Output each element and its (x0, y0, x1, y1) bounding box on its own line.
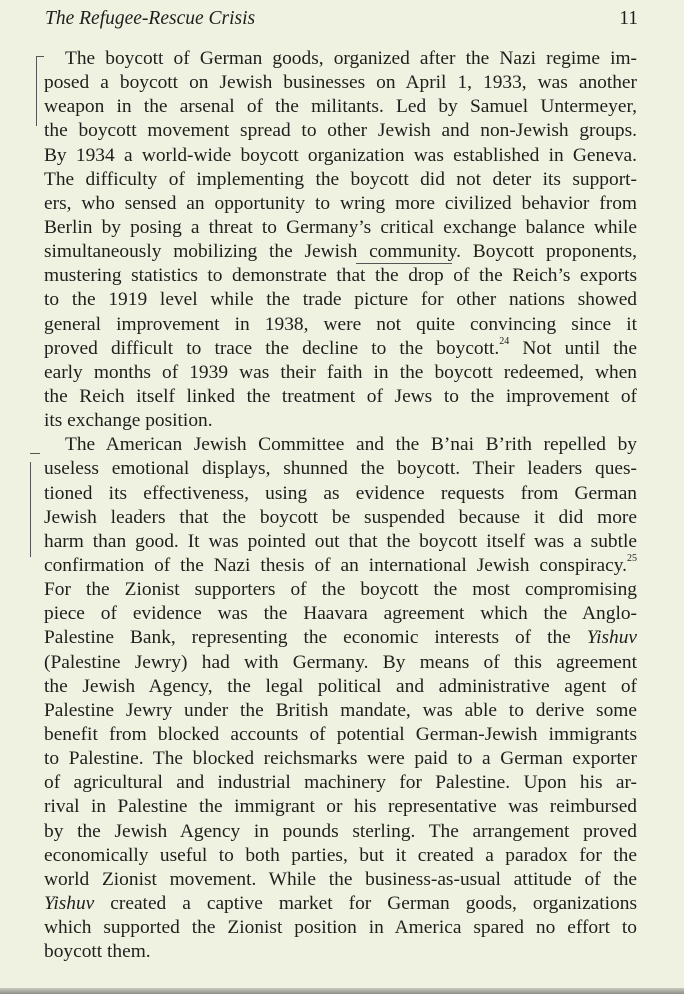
line-text: proved difficult to trace the decline to the boycott. (44, 337, 500, 359)
paragraph-1-line: the Reich itself linked the treatment of Jews to the improvement of (44, 385, 637, 407)
paragraph-2-line: tioned its effectiveness, using as evidence requests from German (44, 482, 637, 504)
paragraph-2-line: Jewish leaders that the boycott be suspended because it did more (44, 506, 637, 528)
paragraph-2-line: economically useful to both parties, but it created a paradox for the (44, 844, 637, 866)
yishuv-term: Yishuv (586, 627, 637, 649)
page-bottom-edge (0, 988, 684, 994)
paragraph-2-line: (Palestine Jewry) had with Germany. By means of this agreement (44, 651, 637, 673)
paragraph-1-line: The difficulty of implementing the boycott did not deter its support- (44, 168, 637, 190)
footnote-marker[interactable]: 24 (499, 336, 510, 348)
pencil-bracket-mark (36, 56, 37, 126)
paragraph-1-line: early months of 1939 was their faith in the boycott redeemed, when (44, 361, 637, 383)
yishuv-term: Yishuv (44, 892, 95, 914)
line-text: created a captive market for German goods, organizations (94, 892, 637, 914)
paragraph-2-line: harm than good. It was pointed out that the boycott itself was a subtle (44, 530, 637, 552)
paragraph-1-line: its exchange position. (44, 410, 213, 432)
paragraph-2-line: boycott them. (44, 941, 151, 963)
paragraph-1-line: general improvement in 1938, were not quite convincing since it (44, 313, 637, 335)
paragraph-2-line (44, 626, 637, 650)
paragraph-2-line: to Palestine. The blocked reichsmarks were paid to a German exporter (44, 748, 637, 770)
paragraph-2-line: The American Jewish Committee and the B’nai B’rith repelled by (65, 434, 637, 456)
paragraph-1-line: mustering statistics to demonstrate that the drop of the Reich’s exports (44, 265, 637, 287)
paragraph-1-line: simultaneously mobilizing the Jewish community. Boycott proponents, (44, 241, 637, 263)
paragraph-2-line: of agricultural and industrial machinery for Palestine. Upon his ar- (44, 772, 637, 794)
body-text (44, 47, 637, 964)
pencil-bracket-mark (30, 462, 31, 557)
paragraph-2-line (44, 892, 637, 916)
paragraph-1-line: weapon in the arsenal of the militants. Led by Samuel Untermeyer, (44, 96, 637, 118)
pencil-bracket-mark (30, 453, 40, 454)
page-number: 11 (619, 8, 638, 29)
paragraph-1-line: By 1934 a world-wide boycott organization was established in Geneva. (44, 144, 637, 166)
footnote-marker[interactable]: 25 (627, 553, 637, 565)
paragraph-2-line: rival in Palestine the immigrant or his representative was reimbursed (44, 796, 637, 818)
paragraph-1-line: ers, who sensed an opportunity to wring more civilized behavior from (44, 192, 637, 214)
paragraph-2-line: useless emotional displays, shunned the boycott. Their leaders ques- (44, 458, 637, 480)
paragraph-2-line: For the Zionist supporters of the boycott the most compromising (44, 579, 637, 601)
line-text: Not until the (509, 337, 637, 359)
paragraph-2-line: piece of evidence was the Haavara agreement which the Anglo- (44, 603, 637, 625)
paragraph-2-line: Palestine Jewry under the British mandate, was able to derive some (44, 699, 637, 721)
pencil-bracket-mark (36, 56, 44, 57)
paragraph-1-line: to the 1919 level while the trade picture for other nations showed (44, 289, 637, 311)
paragraph-2-line: world Zionist movement. While the business-as-usual attitude of the (44, 868, 637, 890)
paragraph-2-line: the Jewish Agency, the legal political and administrative agent of (44, 675, 637, 697)
paragraph-2-line: which supported the Zionist position in America spared no effort to (44, 917, 637, 939)
paragraph-2-line: benefit from blocked accounts of potential German-Jewish immigrants (44, 723, 637, 745)
page-header (45, 8, 638, 34)
line-text: confirmation of the Nazi thesis of an international Jewish conspiracy. (44, 554, 627, 576)
paragraph-1-line: posed a boycott on Jewish businesses on April 1, 1933, was another (44, 72, 637, 94)
paragraph-1-line: the boycott movement spread to other Jewish and non-Jewish groups. (44, 120, 637, 142)
paragraph-2-line (44, 554, 637, 578)
running-title: The Refugee-Rescue Crisis (45, 8, 256, 29)
paragraph-2-line: by the Jewish Agency in pounds sterling. The arrangement proved (44, 820, 637, 842)
paragraph-1-line: The boycott of German goods, organized after the Nazi regime im- (65, 48, 637, 69)
paragraph-1-line (44, 337, 637, 361)
paragraph-1-line: Berlin by posing a threat to Germany’s critical exchange balance while (44, 216, 637, 238)
line-text: Palestine Bank, representing the economic interests of the (44, 627, 587, 649)
